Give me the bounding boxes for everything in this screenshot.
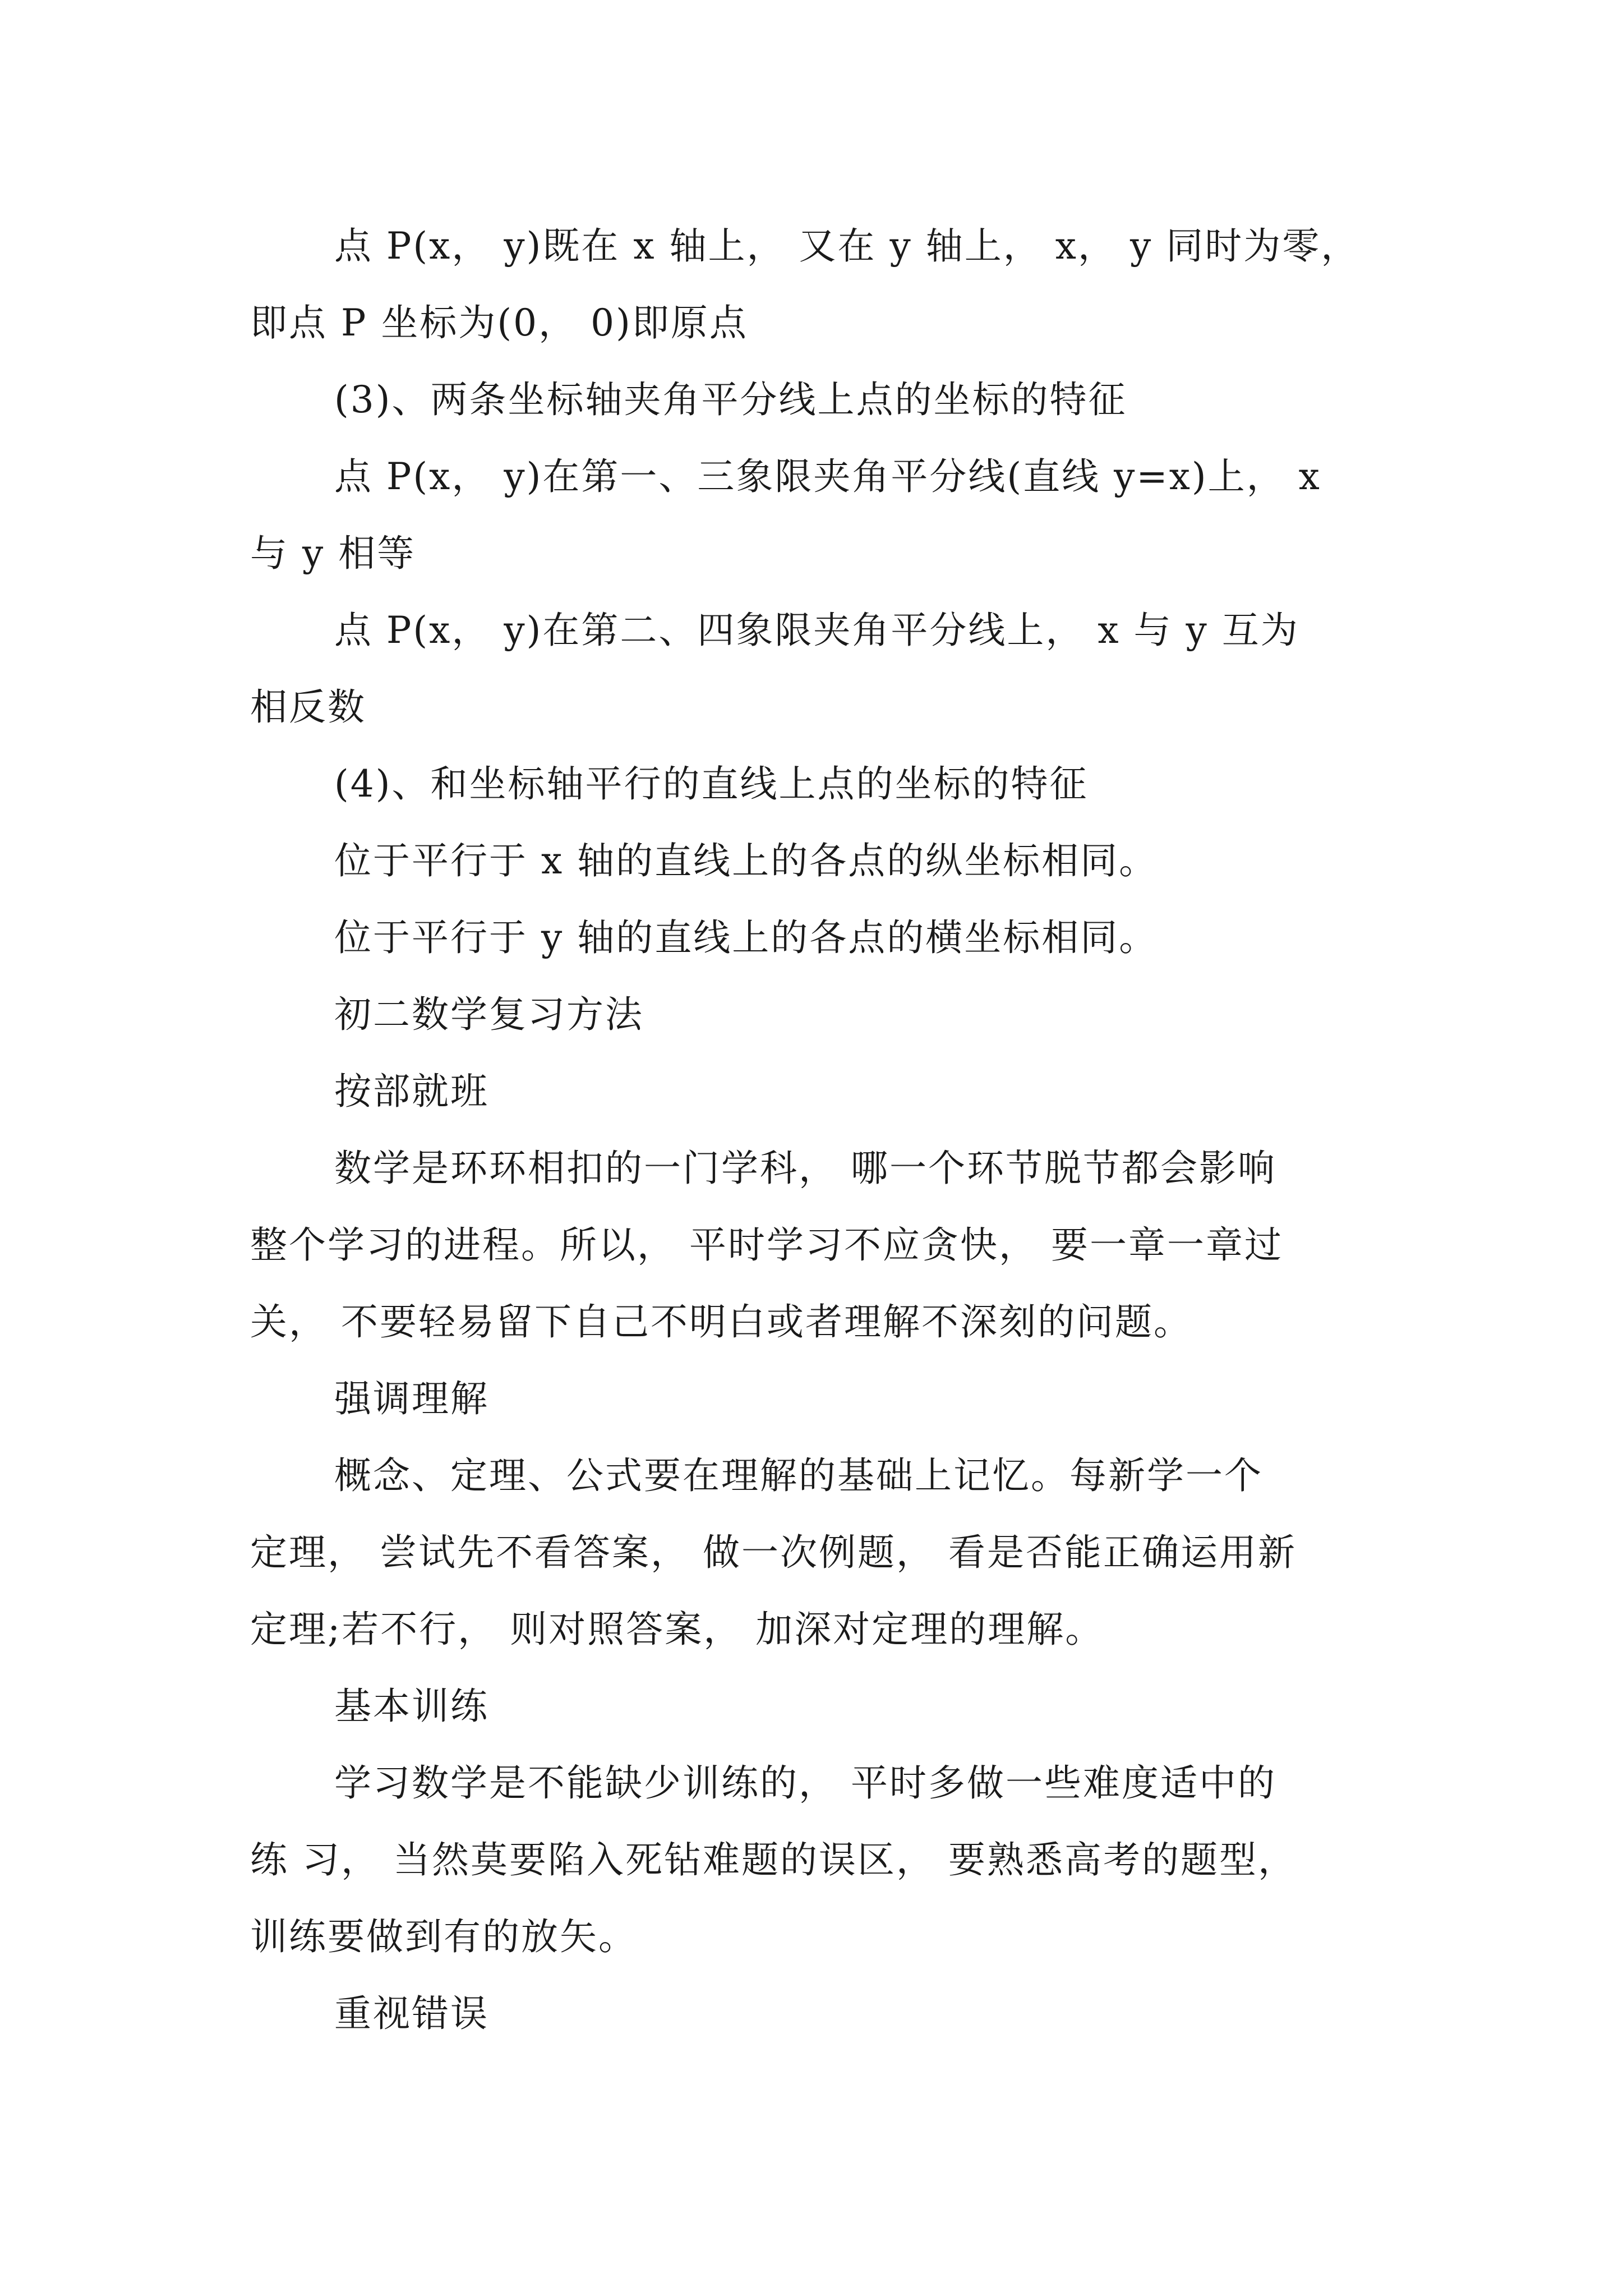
paragraph-parallel-y [250,899,1389,976]
paragraph-step-by-step [250,1130,1389,1360]
text-line: 强调理解 [334,1377,489,1420]
paragraph-second-fourth-quadrant [250,592,1389,746]
text-line: 概念、定理、公式要在理解的基础上记忆。每新学一个 [334,1454,1263,1497]
text-line: 重视错误 [334,1992,489,2035]
heading-angle-bisector [250,361,1389,438]
heading-parallel-lines [250,746,1389,822]
paragraph-basic-training [250,1745,1389,1975]
text-line: 点 P(x， y)在第二、四象限夹角平分线上， x 与 y 互为 [334,609,1299,652]
text-line: 关， 不要轻易留下自己不明白或者理解不深刻的问题。 [250,1300,1192,1343]
subheading-understanding [250,1360,1389,1437]
text-line: 数学是环环相扣的一门学科， 哪一个环节脱节都会影响 [334,1147,1276,1190]
text-line: 位于平行于 x 轴的直线上的各点的纵坐标相同。 [334,839,1158,882]
paragraph-first-third-quadrant [250,438,1389,592]
text-line: 整个学习的进程。所以， 平时学习不应贪快， 要一章一章过 [250,1223,1283,1267]
text-line: 定理;若不行， 则对照答案， 加深对定理的理解。 [250,1608,1104,1651]
text-line: 位于平行于 y 轴的直线上的各点的横坐标相同。 [334,916,1158,959]
text-line: 定理， 尝试先不看答案， 做一次例题， 看是否能正确运用新 [250,1531,1297,1574]
text-line: 点 P(x， y)既在 x 轴上， 又在 y 轴上， x， y 同时为零， [334,224,1360,268]
text-line: (4)、和坐标轴平行的直线上点的坐标的特征 [334,762,1089,806]
text-line: 初二数学复习方法 [334,993,644,1036]
text-line: (3)、两条坐标轴夹角平分线上点的坐标的特征 [334,378,1127,421]
paragraph-understanding [250,1437,1389,1668]
paragraph-origin-point [250,208,1389,361]
paragraph-parallel-x [250,822,1389,899]
heading-review-methods [250,976,1389,1053]
text-line: 学习数学是不能缺少训练的， 平时多做一些难度适中的 [334,1761,1276,1805]
text-line: 即点 P 坐标为(0， 0)即原点 [250,301,748,344]
text-line: 点 P(x， y)在第一、三象限夹角平分线(直线 y=x)上， x [334,455,1321,498]
subheading-mistakes [250,1975,1389,2052]
subheading-basic-training [250,1668,1389,1745]
text-line: 按部就班 [334,1070,489,1113]
text-line: 训练要做到有的放矢。 [250,1915,637,1958]
text-line: 与 y 相等 [250,532,416,575]
subheading-step-by-step [250,1053,1389,1130]
text-line: 基本训练 [334,1685,489,1728]
text-line: 练 习， 当然莫要陷入死钻难题的误区， 要熟悉高考的题型， [250,1838,1297,1881]
text-line: 相反数 [250,685,366,729]
document-page [250,208,1389,2052]
